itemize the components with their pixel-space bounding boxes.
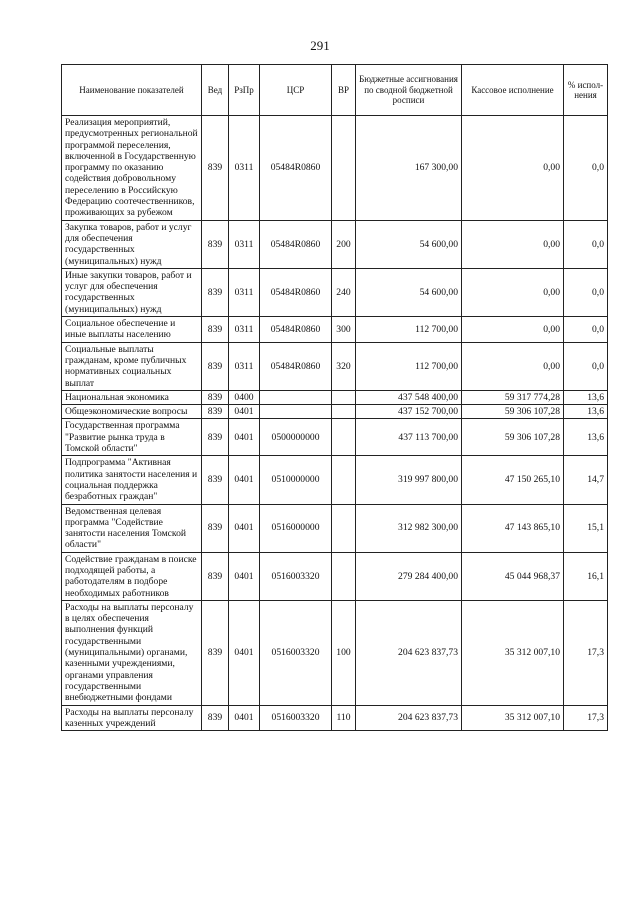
table-row: [62, 504, 608, 552]
table-row: [62, 419, 608, 456]
header-csr: ЦСР: [260, 65, 332, 116]
table-row: [62, 456, 608, 504]
row-rzpr-cell: 0311: [229, 220, 260, 268]
row-exec-cell: 0,00: [462, 220, 564, 268]
row-rzpr-cell: 0401: [229, 456, 260, 504]
row-csr-cell: [260, 405, 332, 419]
row-pct-cell: 0,0: [564, 317, 608, 343]
row-name-cell: Подпрограмма "Активная политика занятости населения и социальная поддержка безработных граждан": [62, 456, 202, 504]
row-exec-cell: 0,00: [462, 268, 564, 316]
row-ved-cell: 839: [202, 116, 229, 221]
header-ved: Вед: [202, 65, 229, 116]
row-vr-cell: 300: [332, 317, 356, 343]
row-vr-cell: [332, 504, 356, 552]
row-plan-cell: 54 600,00: [356, 268, 462, 316]
budget-execution-table: [61, 64, 608, 731]
row-vr-cell: [332, 456, 356, 504]
row-plan-cell: 437 548 400,00: [356, 390, 462, 404]
row-csr-cell: 05484R0860: [260, 220, 332, 268]
row-plan-cell: 312 982 300,00: [356, 504, 462, 552]
header-name: Наименование показателей: [62, 65, 202, 116]
table-row: [62, 268, 608, 316]
row-ved-cell: 839: [202, 405, 229, 419]
row-vr-cell: [332, 116, 356, 221]
row-name-cell: Национальная экономика: [62, 390, 202, 404]
header-rzpr: РзПр: [229, 65, 260, 116]
row-ved-cell: 839: [202, 317, 229, 343]
row-plan-cell: 112 700,00: [356, 342, 462, 390]
row-plan-cell: 319 997 800,00: [356, 456, 462, 504]
row-rzpr-cell: 0400: [229, 390, 260, 404]
row-exec-cell: 47 143 865,10: [462, 504, 564, 552]
row-exec-cell: 59 306 107,28: [462, 405, 564, 419]
row-vr-cell: 320: [332, 342, 356, 390]
row-rzpr-cell: 0311: [229, 317, 260, 343]
row-plan-cell: 279 284 400,00: [356, 552, 462, 600]
row-plan-cell: 54 600,00: [356, 220, 462, 268]
row-csr-cell: 05484R0860: [260, 268, 332, 316]
row-rzpr-cell: 0401: [229, 405, 260, 419]
row-ved-cell: 839: [202, 342, 229, 390]
row-name-cell: Общеэкономические вопросы: [62, 405, 202, 419]
row-plan-cell: 204 623 837,73: [356, 600, 462, 705]
row-pct-cell: 15,1: [564, 504, 608, 552]
row-csr-cell: 0516003320: [260, 705, 332, 731]
row-csr-cell: 0510000000: [260, 456, 332, 504]
table-row: [62, 342, 608, 390]
row-exec-cell: 47 150 265,10: [462, 456, 564, 504]
row-vr-cell: 100: [332, 600, 356, 705]
table-row: [62, 600, 608, 705]
table-row: [62, 220, 608, 268]
row-pct-cell: 16,1: [564, 552, 608, 600]
row-pct-cell: 14,7: [564, 456, 608, 504]
row-exec-cell: 59 317 774,28: [462, 390, 564, 404]
row-rzpr-cell: 0311: [229, 268, 260, 316]
row-pct-cell: 13,6: [564, 405, 608, 419]
row-vr-cell: [332, 390, 356, 404]
row-rzpr-cell: 0401: [229, 419, 260, 456]
row-name-cell: Государственная программа "Развитие рынка труда в Томской области": [62, 419, 202, 456]
row-exec-cell: 0,00: [462, 317, 564, 343]
row-rzpr-cell: 0401: [229, 504, 260, 552]
row-plan-cell: 204 623 837,73: [356, 705, 462, 731]
row-rzpr-cell: 0311: [229, 116, 260, 221]
row-pct-cell: 17,3: [564, 600, 608, 705]
row-vr-cell: 200: [332, 220, 356, 268]
row-ved-cell: 839: [202, 504, 229, 552]
row-exec-cell: 45 044 968,37: [462, 552, 564, 600]
table-row: [62, 317, 608, 343]
row-plan-cell: 437 113 700,00: [356, 419, 462, 456]
row-name-cell: Реализация мероприятий, предусмотренных региональной программой переселения, включенной в Государственную программу по оказанию содействия добровольному переселению в Российскую Федерацию соотечественников, проживающих за рубежом: [62, 116, 202, 221]
row-pct-cell: 13,6: [564, 419, 608, 456]
row-name-cell: Социальные выплаты гражданам, кроме публичных нормативных социальных выплат: [62, 342, 202, 390]
row-name-cell: Содействие гражданам в поиске подходящей работы, а работодателям в подборе необходимых работников: [62, 552, 202, 600]
table-row: [62, 705, 608, 731]
row-name-cell: Ведомственная целевая программа "Содействие занятости населения Томской области": [62, 504, 202, 552]
row-csr-cell: 0500000000: [260, 419, 332, 456]
row-pct-cell: 13,6: [564, 390, 608, 404]
row-pct-cell: 17,3: [564, 705, 608, 731]
table-header-row: [62, 65, 608, 116]
table-row: [62, 552, 608, 600]
row-ved-cell: 839: [202, 552, 229, 600]
row-exec-cell: 0,00: [462, 342, 564, 390]
row-ved-cell: 839: [202, 268, 229, 316]
row-rzpr-cell: 0401: [229, 552, 260, 600]
row-csr-cell: 0516003320: [260, 552, 332, 600]
row-ved-cell: 839: [202, 456, 229, 504]
row-exec-cell: 0,00: [462, 116, 564, 221]
header-exec: Кассовое исполнение: [462, 65, 564, 116]
row-exec-cell: 59 306 107,28: [462, 419, 564, 456]
row-ved-cell: 839: [202, 220, 229, 268]
row-name-cell: Социальное обеспечение и иные выплаты населению: [62, 317, 202, 343]
row-plan-cell: 437 152 700,00: [356, 405, 462, 419]
row-exec-cell: 35 312 007,10: [462, 705, 564, 731]
header-plan: Бюджетные ассигнования по сводной бюджетной росписи: [356, 65, 462, 116]
row-ved-cell: 839: [202, 419, 229, 456]
row-pct-cell: 0,0: [564, 268, 608, 316]
row-rzpr-cell: 0311: [229, 342, 260, 390]
row-csr-cell: 0516000000: [260, 504, 332, 552]
row-name-cell: Расходы на выплаты персоналу в целях обеспечения выполнения функций государственными (муниципальными) органами, казенными учреждениями, органами управления государственными внебюджетными фондами: [62, 600, 202, 705]
header-pct: % испол-нения: [564, 65, 608, 116]
row-pct-cell: 0,0: [564, 220, 608, 268]
row-plan-cell: 167 300,00: [356, 116, 462, 221]
row-csr-cell: 0516003320: [260, 600, 332, 705]
row-vr-cell: 240: [332, 268, 356, 316]
row-csr-cell: [260, 390, 332, 404]
header-vr: ВР: [332, 65, 356, 116]
row-ved-cell: 839: [202, 390, 229, 404]
table-row: [62, 405, 608, 419]
table-row: [62, 116, 608, 221]
row-vr-cell: [332, 405, 356, 419]
row-rzpr-cell: 0401: [229, 705, 260, 731]
row-vr-cell: [332, 552, 356, 600]
row-csr-cell: 05484R0860: [260, 317, 332, 343]
row-pct-cell: 0,0: [564, 342, 608, 390]
row-name-cell: Закупка товаров, работ и услуг для обеспечения государственных (муниципальных) нужд: [62, 220, 202, 268]
row-ved-cell: 839: [202, 705, 229, 731]
table-row: [62, 390, 608, 404]
row-plan-cell: 112 700,00: [356, 317, 462, 343]
row-exec-cell: 35 312 007,10: [462, 600, 564, 705]
row-name-cell: Расходы на выплаты персоналу казенных учреждений: [62, 705, 202, 731]
page-number: 291: [310, 38, 330, 53]
row-csr-cell: 05484R0860: [260, 116, 332, 221]
row-pct-cell: 0,0: [564, 116, 608, 221]
row-vr-cell: [332, 419, 356, 456]
row-rzpr-cell: 0401: [229, 600, 260, 705]
row-ved-cell: 839: [202, 600, 229, 705]
row-csr-cell: 05484R0860: [260, 342, 332, 390]
row-vr-cell: 110: [332, 705, 356, 731]
row-name-cell: Иные закупки товаров, работ и услуг для обеспечения государственных (муниципальных) нужд: [62, 268, 202, 316]
